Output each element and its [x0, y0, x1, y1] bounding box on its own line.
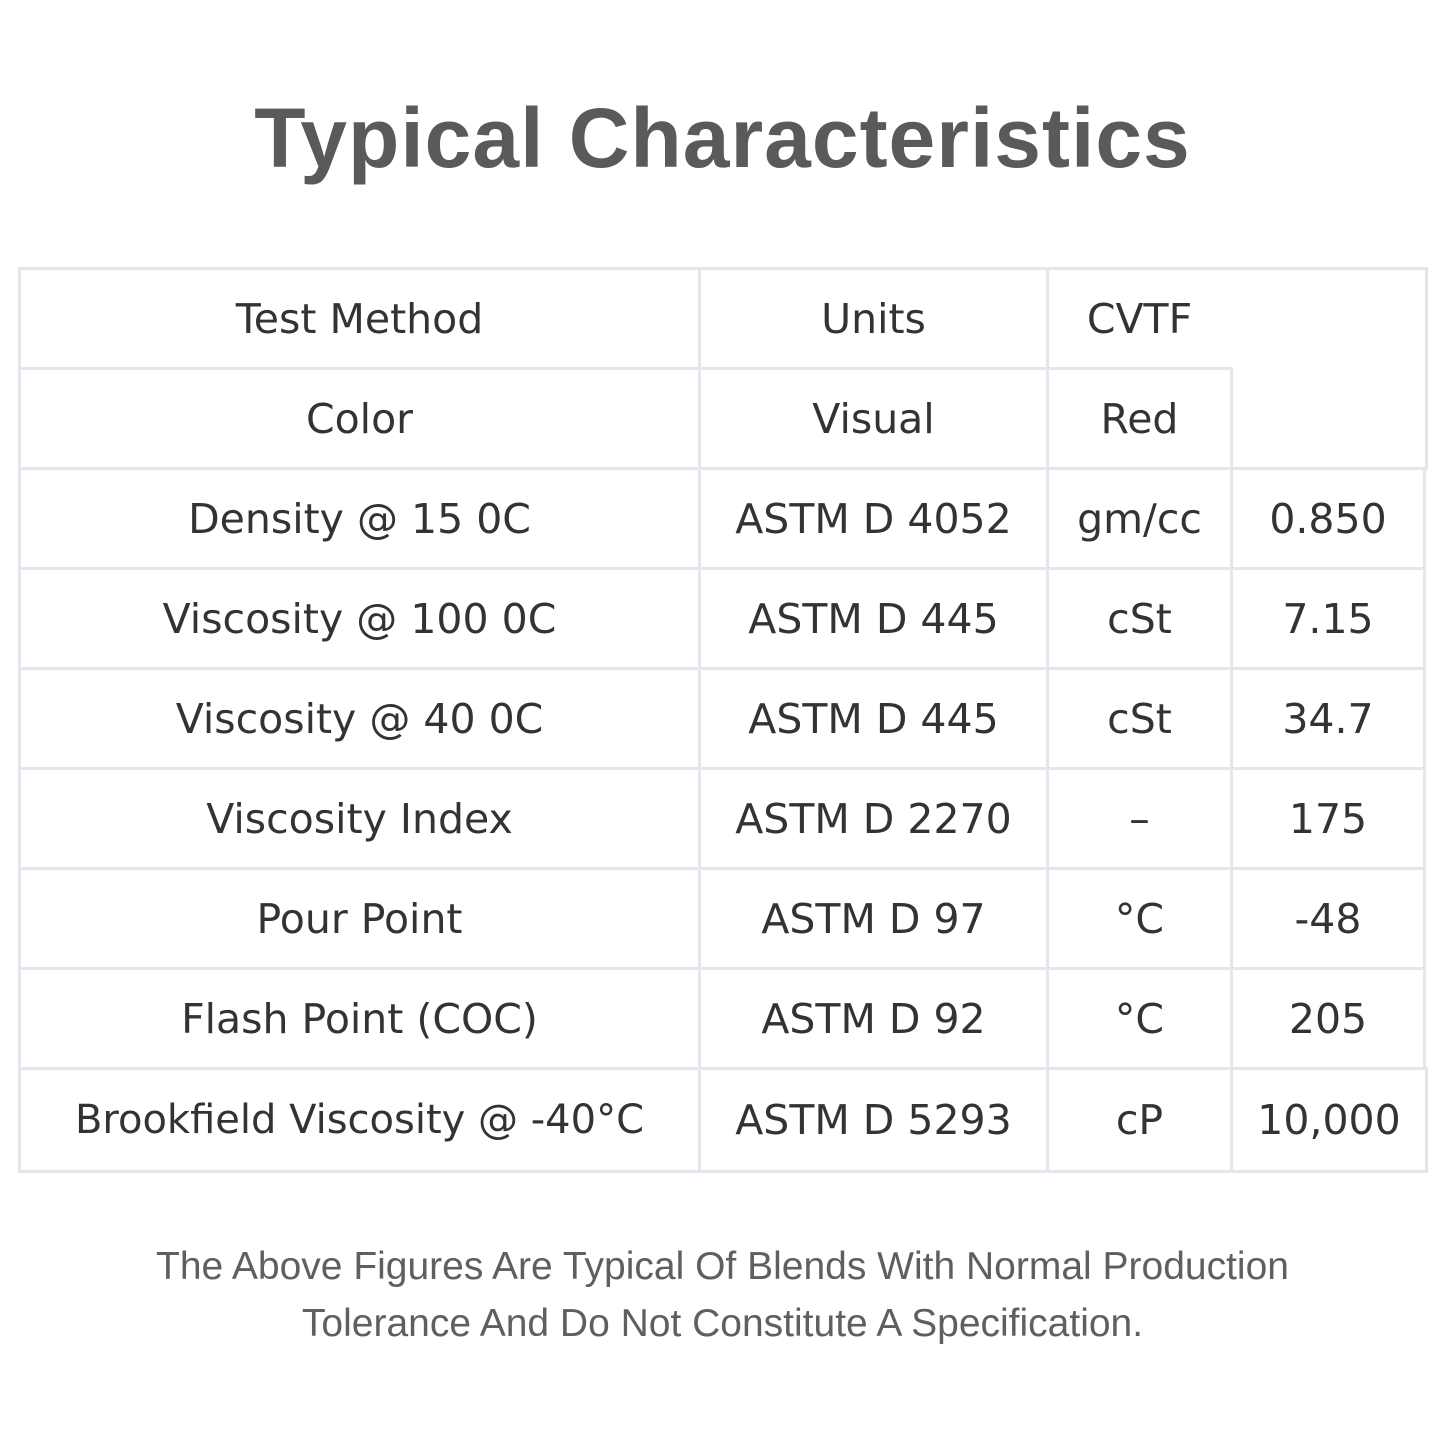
- table-header-cell: Units: [698, 267, 1049, 370]
- table-cell: cP: [1046, 1067, 1233, 1173]
- table-cell: Viscosity @ 100 0C: [18, 567, 701, 670]
- table-cell: 10,000: [1230, 1067, 1428, 1173]
- footnote: [0, 1238, 1445, 1352]
- table-cell: ASTM D 5293: [698, 1067, 1049, 1173]
- table-cell: Viscosity @ 40 0C: [18, 667, 701, 770]
- table-cell: Viscosity Index: [18, 767, 701, 870]
- table-cell: Flash Point (COC): [18, 967, 701, 1070]
- table-cell: 205: [1230, 967, 1426, 1070]
- table-cell: -48: [1230, 867, 1426, 970]
- page-title: Typical Characteristics: [254, 91, 1191, 185]
- table-cell: Density @ 15 0C: [18, 467, 701, 570]
- table-cell: cSt: [1046, 567, 1233, 670]
- table-cell: ASTM D 445: [698, 567, 1049, 670]
- footnote-line: The Above Figures Are Typical Of Blends With Normal Production: [156, 1245, 1289, 1288]
- table-cell: 34.7: [1230, 667, 1426, 770]
- table-empty-cell: [1230, 267, 1428, 470]
- table-cell: ASTM D 4052: [698, 467, 1049, 570]
- table-cell: °C: [1046, 967, 1233, 1070]
- table-cell: Visual: [698, 367, 1049, 470]
- characteristics-table: [18, 267, 1428, 1173]
- table-cell: Color: [18, 367, 701, 470]
- table-header-cell: Test Method: [18, 267, 701, 370]
- table-cell: 175: [1230, 767, 1426, 870]
- table-cell: 0.850: [1230, 467, 1426, 570]
- table-cell: cSt: [1046, 667, 1233, 770]
- table-cell: ASTM D 92: [698, 967, 1049, 1070]
- table-header-cell: CVTF: [1046, 267, 1233, 370]
- table-cell: ASTM D 97: [698, 867, 1049, 970]
- footnote-line: Tolerance And Do Not Constitute A Specification.: [301, 1302, 1144, 1345]
- table-cell: ASTM D 445: [698, 667, 1049, 770]
- table-cell: 7.15: [1230, 567, 1426, 670]
- table-cell: Pour Point: [18, 867, 701, 970]
- table-cell: –: [1046, 767, 1233, 870]
- table-cell: Brookfield Viscosity @ -40°C: [18, 1067, 701, 1173]
- table-cell: ASTM D 2270: [698, 767, 1049, 870]
- table-cell: °C: [1046, 867, 1233, 970]
- table-cell: gm/cc: [1046, 467, 1233, 570]
- table-cell: Red: [1046, 367, 1233, 470]
